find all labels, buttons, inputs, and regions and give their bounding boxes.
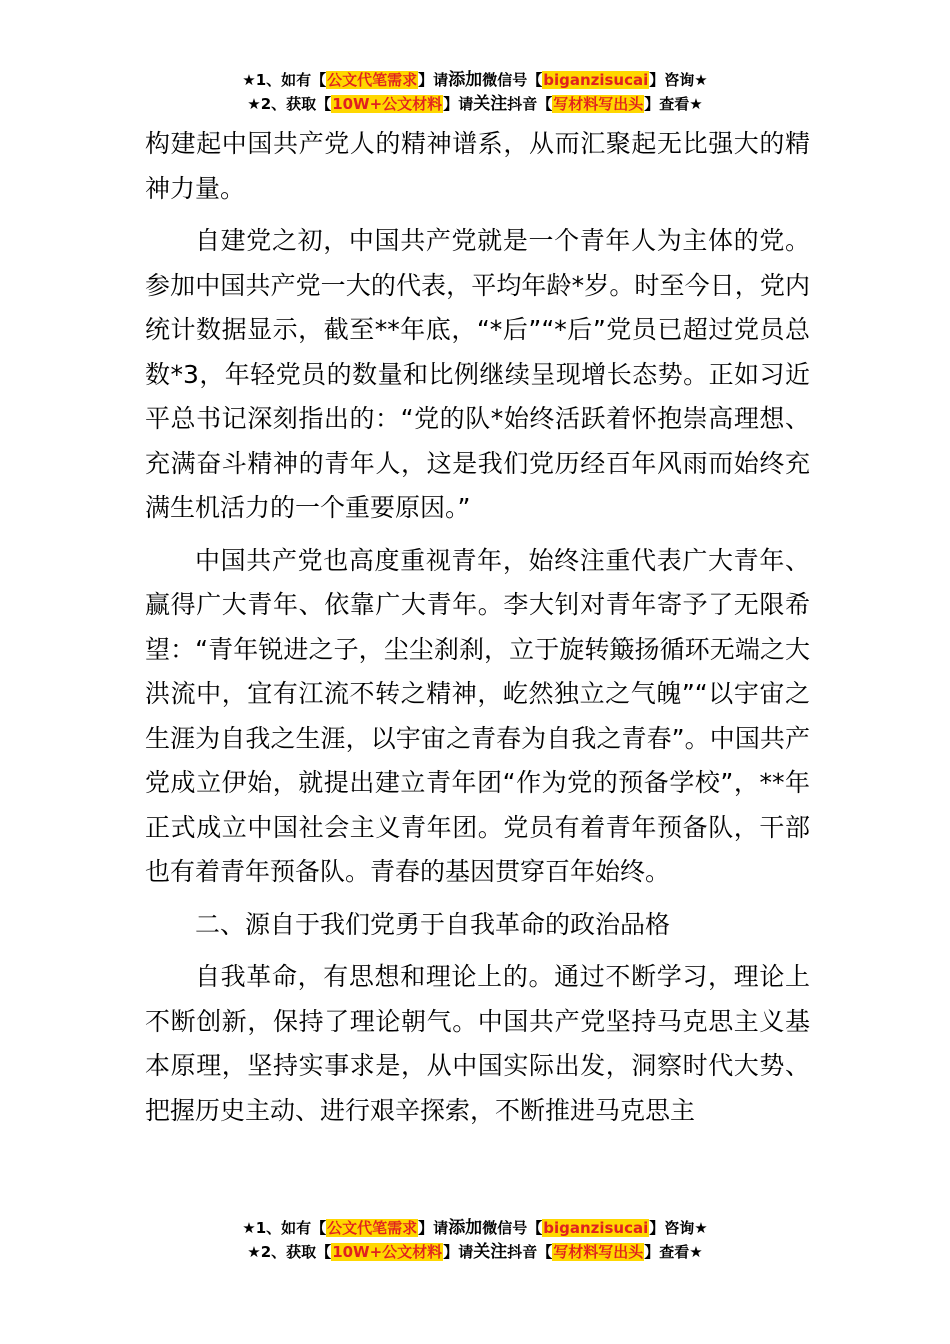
banner-emphasis: 添加	[448, 70, 483, 90]
banner-text: 】请	[418, 1219, 449, 1237]
banner-highlight: 公文代笔需求	[327, 1219, 418, 1237]
banner-text: 】咨询★	[649, 71, 708, 89]
banner-highlight: 公文代笔需求	[327, 71, 418, 89]
banner-text: ★2、获取【	[247, 95, 332, 113]
document-body	[145, 122, 810, 1141]
paragraph: 中国共产党也高度重视青年，始终注重代表广大青年、赢得广大青年、依靠广大青年。李大钊对青年寄予了无限希望：“青年锐进之子，尘尘刹刹，立于旋转簸扬循环无端之大洪流中，宜有江流不转之精神，屹然独立之气魄”“以宇宙之生涯为自我之生涯，以宇宙之青春为自我之青春”。中国共产党成立伊始，就提出建立青年团“作为党的预备学校”，**年正式成立中国社会主义青年团。党员有着青年预备队，干部也有着青年预备队。青春的基因贯穿百年始终。	[145, 545, 810, 886]
banner-text: 抖音【	[507, 95, 553, 113]
banner-text: ★1、如有【	[242, 1219, 327, 1237]
banner-highlight: 10W+公文材料	[332, 1243, 443, 1261]
banner-wechat-id: biganzisucai	[543, 1219, 649, 1237]
header-banner	[0, 68, 950, 116]
banner-text: 】咨询★	[649, 1219, 708, 1237]
banner-line-1	[0, 1216, 950, 1240]
banner-text: 微信号【	[482, 1219, 543, 1237]
paragraph: 构建起中国共产党人的精神谱系，从而汇聚起无比强大的精神力量。	[145, 129, 810, 203]
banner-text: 抖音【	[507, 1243, 553, 1261]
banner-emphasis: 关注	[473, 1242, 508, 1262]
banner-text: 】请	[443, 95, 474, 113]
section-heading: 二、源自于我们党勇于自我革命的政治品格	[195, 909, 671, 939]
banner-emphasis: 关注	[473, 94, 508, 114]
banner-emphasis: 添加	[448, 1218, 483, 1238]
banner-text: ★1、如有【	[242, 71, 327, 89]
banner-text: 】请	[443, 1243, 474, 1261]
paragraph: 自我革命，有思想和理论上的。通过不断学习，理论上不断创新，保持了理论朝气。中国共产党坚持马克思主义基本原理，坚持实事求是，从中国实际出发，洞察时代大势、把握历史主动、进行艰辛探索，不断推进马克思主	[145, 962, 810, 1125]
banner-highlight: 10W+公文材料	[332, 95, 443, 113]
banner-text: ★2、获取【	[247, 1243, 332, 1261]
footer-banner	[0, 1216, 950, 1264]
banner-wechat-id: biganzisucai	[543, 71, 649, 89]
banner-douyin-id: 写材料写出头	[553, 95, 644, 113]
banner-text: 】请	[418, 71, 449, 89]
banner-text: 微信号【	[482, 71, 543, 89]
banner-line-1	[0, 68, 950, 92]
banner-line-2	[0, 1240, 950, 1264]
banner-douyin-id: 写材料写出头	[553, 1243, 644, 1261]
paragraph: 自建党之初，中国共产党就是一个青年人为主体的党。参加中国共产党一大的代表，平均年龄*岁。时至今日，党内统计数据显示，截至**年底，“*后”“*后”党员已超过党员总数*3，年轻党员的数量和比例继续呈现增长态势。正如习近平总书记深刻指出的：“党的队*始终活跃着怀抱崇高理想、充满奋斗精神的青年人，这是我们党历经百年风雨而始终充满生机活力的一个重要原因。”	[145, 226, 810, 522]
banner-line-2	[0, 92, 950, 116]
banner-text: 】查看★	[644, 1243, 703, 1261]
banner-text: 】查看★	[644, 95, 703, 113]
